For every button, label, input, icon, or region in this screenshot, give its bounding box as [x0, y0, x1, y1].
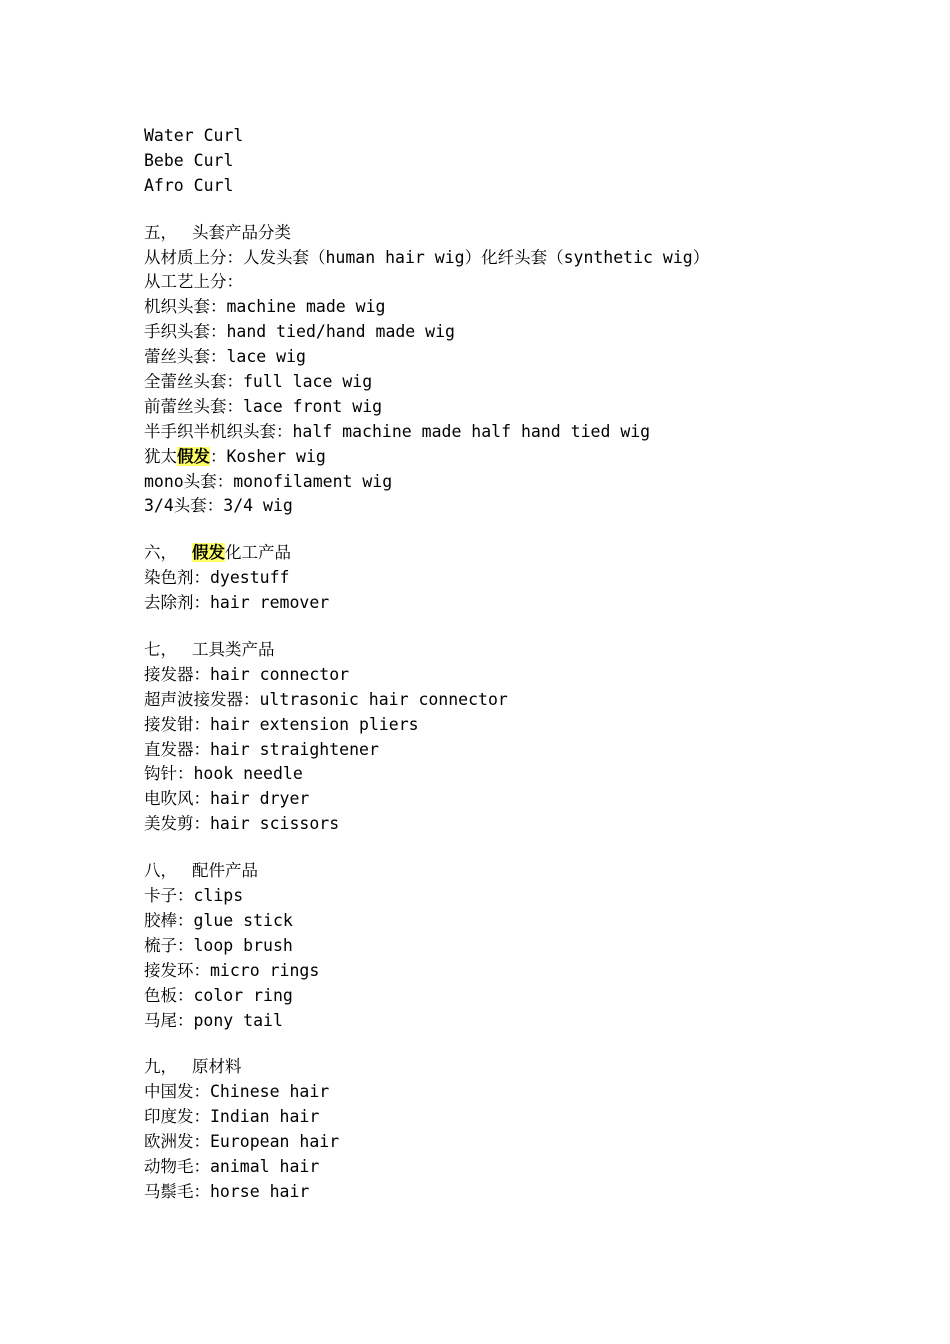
text-line: 染色剂：dyestuff — [144, 568, 290, 588]
section-number: 六， — [144, 543, 177, 563]
section-heading — [144, 541, 924, 566]
section-title: 化工产品 — [225, 543, 291, 563]
section-tools — [144, 638, 924, 837]
text-line: 前蕾丝头套：lace front wig — [144, 396, 383, 416]
section-heading — [144, 638, 924, 663]
text-line: 马鬃毛：horse hair — [144, 1181, 310, 1201]
text-line: 全蕾丝头套：full lace wig — [144, 372, 373, 392]
search-highlight: 假发 — [177, 446, 210, 466]
section-title: 头套产品分类 — [192, 222, 291, 242]
section-number: 八， — [144, 861, 177, 881]
text-line: 接发环：micro rings — [144, 960, 320, 980]
section-raw-materials — [144, 1055, 924, 1204]
text-line: 接发器：hair connector — [144, 664, 350, 684]
text-line: 梳子：loop brush — [144, 935, 293, 955]
text-line: 美发剪：hair scissors — [144, 814, 340, 834]
text-line: 从材质上分：人发头套（human hair wig）化纤头套（synthetic wig） — [144, 247, 710, 267]
section-number: 七， — [144, 640, 177, 660]
text-line: 卡子：clips — [144, 886, 244, 906]
text-line: 3/4头套：3/4 wig — [144, 496, 293, 516]
text-line: 胶棒：glue stick — [144, 910, 293, 930]
text-line-highlighted — [144, 445, 924, 470]
section-title: 原材料 — [192, 1057, 242, 1077]
search-highlight: 假发 — [192, 543, 225, 563]
text-line: 钩针：hook needle — [144, 764, 303, 784]
text-line: 手织头套：hand tied/hand made wig — [144, 322, 455, 342]
text-line: 蕾丝头套：lace wig — [144, 347, 306, 367]
section-wig-categories — [144, 221, 924, 520]
text-line: mono头套：monofilament wig — [144, 471, 393, 491]
text-line: 直发器：hair straightener — [144, 739, 379, 759]
section-chemical-products — [144, 541, 924, 616]
text-line: Bebe Curl — [144, 150, 234, 170]
text-line: 接发钳：hair extension pliers — [144, 714, 419, 734]
text-line: 从工艺上分： — [144, 272, 243, 292]
section-heading — [144, 1055, 924, 1080]
section-number: 九， — [144, 1057, 177, 1077]
section-title: 工具类产品 — [192, 640, 275, 660]
section-title: 配件产品 — [192, 861, 258, 881]
text-line: 印度发：Indian hair — [144, 1107, 320, 1127]
text-line: 去除剂：hair remover — [144, 593, 330, 613]
text-line: 中国发：Chinese hair — [144, 1082, 330, 1102]
text-line: Afro Curl — [144, 175, 234, 195]
text-line: Water Curl — [144, 126, 244, 145]
section-number: 五， — [144, 222, 177, 242]
text-fragment: ：Kosher wig — [210, 446, 326, 466]
intro-block — [144, 124, 924, 199]
text-line: 机织头套：machine made wig — [144, 297, 386, 317]
text-fragment: 犹太 — [144, 446, 177, 466]
section-accessories — [144, 859, 924, 1033]
text-line: 马尾：pony tail — [144, 1010, 283, 1030]
text-line: 欧洲发：European hair — [144, 1132, 340, 1152]
document-page — [144, 124, 924, 1205]
text-line: 半手织半机织头套：half machine made half hand tied wig — [144, 421, 651, 441]
text-line: 动物毛：animal hair — [144, 1156, 320, 1176]
text-line: 电吹风：hair dryer — [144, 789, 310, 809]
section-heading — [144, 221, 924, 246]
section-heading — [144, 859, 924, 884]
text-line: 超声波接发器：ultrasonic hair connector — [144, 689, 508, 709]
text-line: 色板：color ring — [144, 985, 293, 1005]
